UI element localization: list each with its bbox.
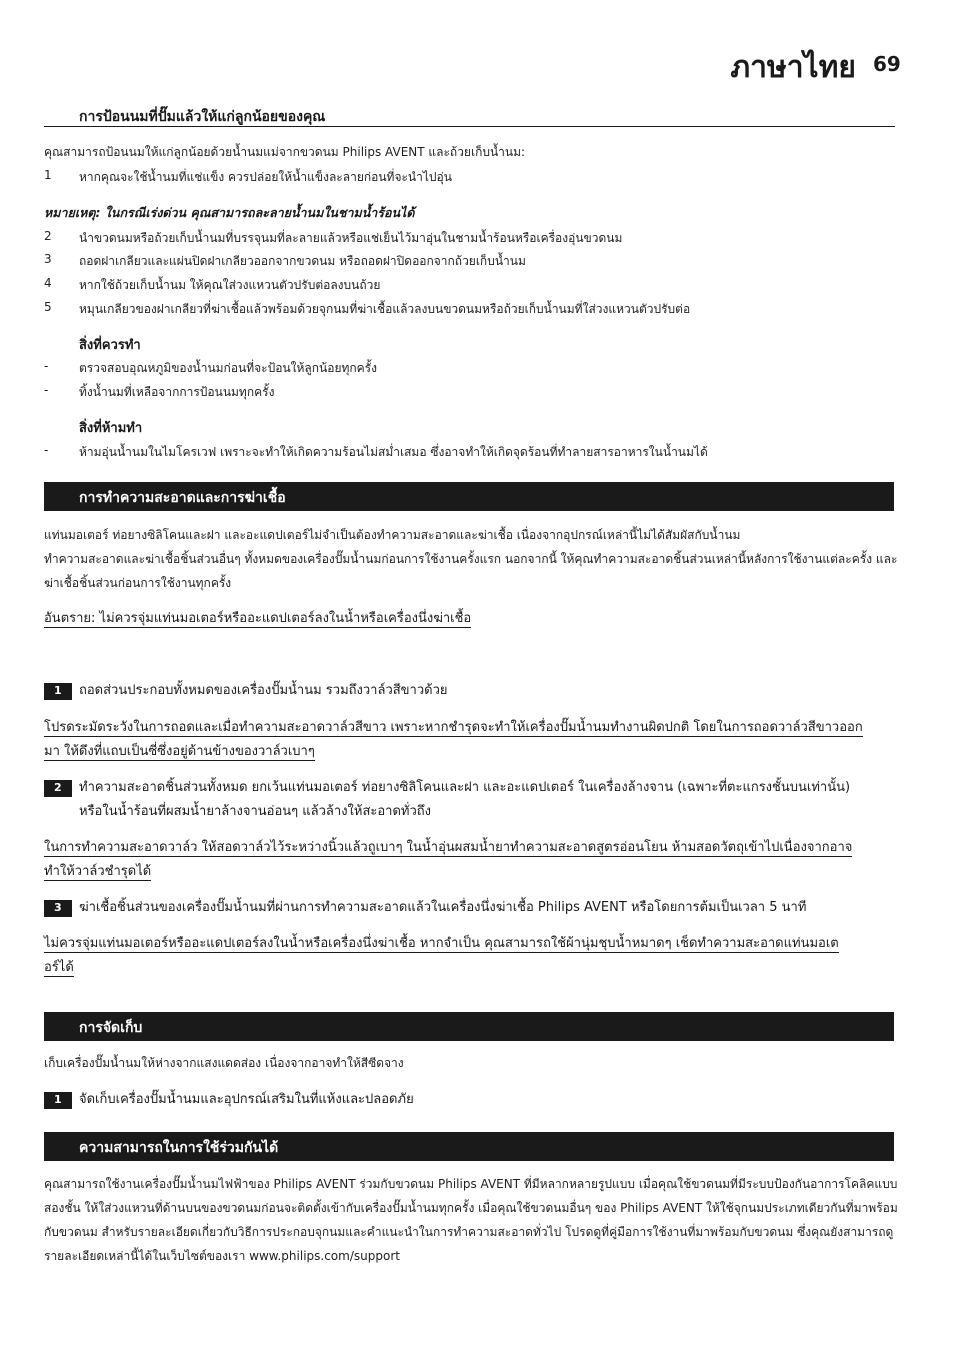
compat-paragraph-line: กับขวดนม สำหรับรายละเอียดเกี่ยวกับวิธีการประกอบจุกนมและคำแนะนำในการทำความสะอาดทั่วไป โปรดดูที่คู่มือการใช้งานที่มาพร้อมกับขวดนม ซึ่งคุณยังสามารถดู [44,1225,894,1239]
cleaning-step-1: ถอดส่วนประกอบทั้งหมดของเครื่องปั๊มน้ำนม รวมถึงวาล์วสีขาวด้วย [79,683,448,698]
dos-item: ทิ้งน้ำนมที่เหลือจากการป้อนนมทุกครั้ง [79,385,275,399]
step-text: ถอดฝาเกลียวและแผ่นปิดฝาเกลียวออกจากขวดนม หรือถอดฝาปิดออกจากถ้วยเก็บน้ำนม [79,254,526,268]
bullet-mark: - [44,383,49,397]
step-text: หมุนเกลียวของฝาเกลียวที่ฆ่าเชื้อแล้วพร้อมด้วยจุกนมที่ฆ่าเชื้อแล้วลงบนขวดนมหรือถ้วยเก็บน้ำนมที่ใส่วงแหวนตัวปรับต่อ [79,302,691,316]
step-badge: 1 [44,683,72,700]
caution-line: อร์ได้ [44,960,74,975]
compat-section-title: ความสามารถในการใช้ร่วมกันได้ [79,1140,279,1156]
step-number: 2 [44,229,52,243]
feeding-section-title: การป้อนนมที่ปั๊มแล้วให้แก่ลูกน้อยของคุณ [79,109,326,125]
step-badge: 3 [44,900,72,917]
compat-paragraph-line: คุณสามารถใช้งานเครื่องปั๊มน้ำนมไฟฟ้าของ Philips AVENT ร่วมกับขวดนม Philips AVENT ที่มีหลากหลายรูปแบบ เมื่อคุณใช้ขวดนมที่มีระบบป้องกันอาการโคลิคแบบ [44,1177,898,1191]
page-number: 69 [873,52,901,76]
step-text: หากคุณจะใช้น้ำนมที่แช่แข็ง ควรปล่อยให้น้ำแข็งละลายก่อนที่จะนำไปอุ่น [79,170,452,184]
danger-warning: อันตราย: ไม่ควรจุ่มแท่นมอเตอร์หรืออะแดปเตอร์ลงในน้ำหรือเครื่องนึ่งฆ่าเชื้อ [44,611,472,626]
feeding-title-rule [44,126,895,127]
storage-step-1: จัดเก็บเครื่องปั๊มน้ำนมและอุปกรณ์เสริมในที่แห้งและปลอดภัย [79,1092,414,1107]
caution-line: ทำให้วาล์วชำรุดได้ [44,864,152,879]
step-badge: 1 [44,1092,72,1109]
cleaning-intro-line: ฆ่าเชื้อชิ้นส่วนก่อนการใช้งานทุกครั้ง [44,576,232,590]
step-number: 3 [44,252,52,266]
language-title: ภาษาไทย [730,50,856,85]
compat-section-bar [44,1132,894,1161]
dos-item: ตรวจสอบอุณหภูมิของน้ำนมก่อนที่จะป้อนให้ลูกน้อยทุกครั้ง [79,361,377,375]
cleaning-intro-line: ทำความสะอาดและฆ่าเชื้อชิ้นส่วนอื่นๆ ทั้งหมดของเครื่องปั๊มน้ำนมก่อนการใช้งานครั้งแรก นอกจากนี้ ให้คุณทำความสะอาดชิ้นส่วนเหล่านี้หลังการใช้งานแต่ละครั้ง และ [44,552,898,566]
storage-section-bar [44,1012,894,1041]
cleaning-section-title: การทำความสะอาดและการฆ่าเชื้อ [79,490,286,506]
cleaning-step-2-line: หรือในน้ำร้อนที่ผสมน้ำยาล้างจานอ่อนๆ แล้วล้างให้สะอาดทั่วถึง [79,804,432,819]
step-badge: 2 [44,780,72,797]
compat-paragraph-line: รายละเอียดเหล่านี้ได้ในเว็บไซต์ของเรา www.philips.com/support [44,1249,400,1263]
step-text: นำขวดนมหรือถ้วยเก็บน้ำนมที่บรรจุนมที่ละลายแล้วหรือแช่เย็นไว้มาอุ่นในชามน้ำร้อนหรือเครื่องอุ่นขวดนม [79,231,623,245]
cleaning-intro-line: แท่นมอเตอร์ ท่อยางซิลิโคนและฝา และอะแดปเตอร์ไม่จำเป็นต้องทำความสะอาดและฆ่าเชื้อ เนื่องจากอุปกรณ์เหล่านี้ไม่ได้สัมผัสกับน้ำนม [44,528,741,542]
step-text: หากใช้ถ้วยเก็บน้ำนม ให้คุณใส่วงแหวนตัวปรับต่อลงบนถ้วย [79,278,381,292]
caution-line: ในการทำความสะอาดวาล์ว ให้สอดวาล์วไว้ระหว่างนิ้วแล้วถูเบาๆ ในน้ำอุ่นผสมน้ำยาทำความสะอาดสูตรอ่อนโยน ห้ามสอดวัตถุเข้าไปเนื่องจากอาจ [44,840,853,855]
bullet-mark: - [44,359,49,373]
bullet-mark: - [44,443,49,457]
cleaning-section-bar [44,482,894,511]
feeding-intro: คุณสามารถป้อนนมให้แก่ลูกน้อยด้วยน้ำนมแม่จากขวดนม Philips AVENT และถ้วยเก็บน้ำนม: [44,145,526,159]
compat-paragraph-line: สองชั้น ให้ใส่วงแหวนที่ด้านบนของขวดนมก่อนจะติดตั้งเข้ากับเครื่องปั๊มน้ำนมทุกครั้ง เมื่อคุณใช้ขวดนมอื่นๆ ของ Philips AVENT ให้ใช้จุกนมประเภทเดียวกันที่มาพร้อม [44,1201,898,1215]
cleaning-step-3: ฆ่าเชื้อชิ้นส่วนของเครื่องปั๊มน้ำนมที่ผ่านการทำความสะอาดแล้วในเครื่องนึ่งฆ่าเชื้อ Philips AVENT หรือโดยการต้มเป็นเวลา 5 นาที [79,900,807,915]
caution-line: มา ให้ดึงที่แถบเป็นซี่ซึ่งอยู่ด้านข้างของวาล์วเบาๆ [44,744,315,759]
storage-section-title: การจัดเก็บ [79,1020,143,1036]
caution-line: โปรดระมัดระวังในการถอดและเมื่อทำความสะอาดวาล์วสีขาว เพราะหากชำรุดจะทำให้เครื่องปั๊มน้ำนมทำงานผิดปกติ โดยในการถอดวาล์วสีขาวออก [44,720,863,735]
donts-item: ห้ามอุ่นน้ำนมในไมโครเวฟ เพราะจะทำให้เกิดความร้อนไม่สม่ำเสมอ ซึ่งอาจทำให้เกิดจุดร้อนที่ทำลายสารอาหารในน้ำนมได้ [79,445,708,459]
feeding-note: หมายเหตุ: ในกรณีเร่งด่วน คุณสามารถละลายน้ำนมในชามน้ำร้อนได้ [44,205,415,220]
storage-intro: เก็บเครื่องปั๊มน้ำนมให้ห่างจากแสงแดดส่อง เนื่องจากอาจทำให้สีซีดจาง [44,1056,404,1070]
caution-line: ไม่ควรจุ่มแท่นมอเตอร์หรืออะแดปเตอร์ลงในน้ำหรือเครื่องนึ่งฆ่าเชื้อ หากจำเป็น คุณสามารถใช้ผ้านุ่มชุบน้ำหมาดๆ เช็ดทำความสะอาดแท่นมอเต [44,936,839,951]
step-number: 4 [44,276,52,290]
step-number: 1 [44,168,52,182]
cleaning-step-2-line: ทำความสะอาดชิ้นส่วนทั้งหมด ยกเว้นแท่นมอเตอร์ ท่อยางซิลิโคนและฝา และอะแดปเตอร์ ในเครื่องล้างจาน (เฉพาะที่ตะแกรงชั้นบนเท่านั้น) [79,780,851,795]
donts-title: สิ่งที่ห้ามทำ [79,421,143,436]
step-number: 5 [44,300,52,314]
dos-title: สิ่งที่ควรทำ [79,338,141,353]
